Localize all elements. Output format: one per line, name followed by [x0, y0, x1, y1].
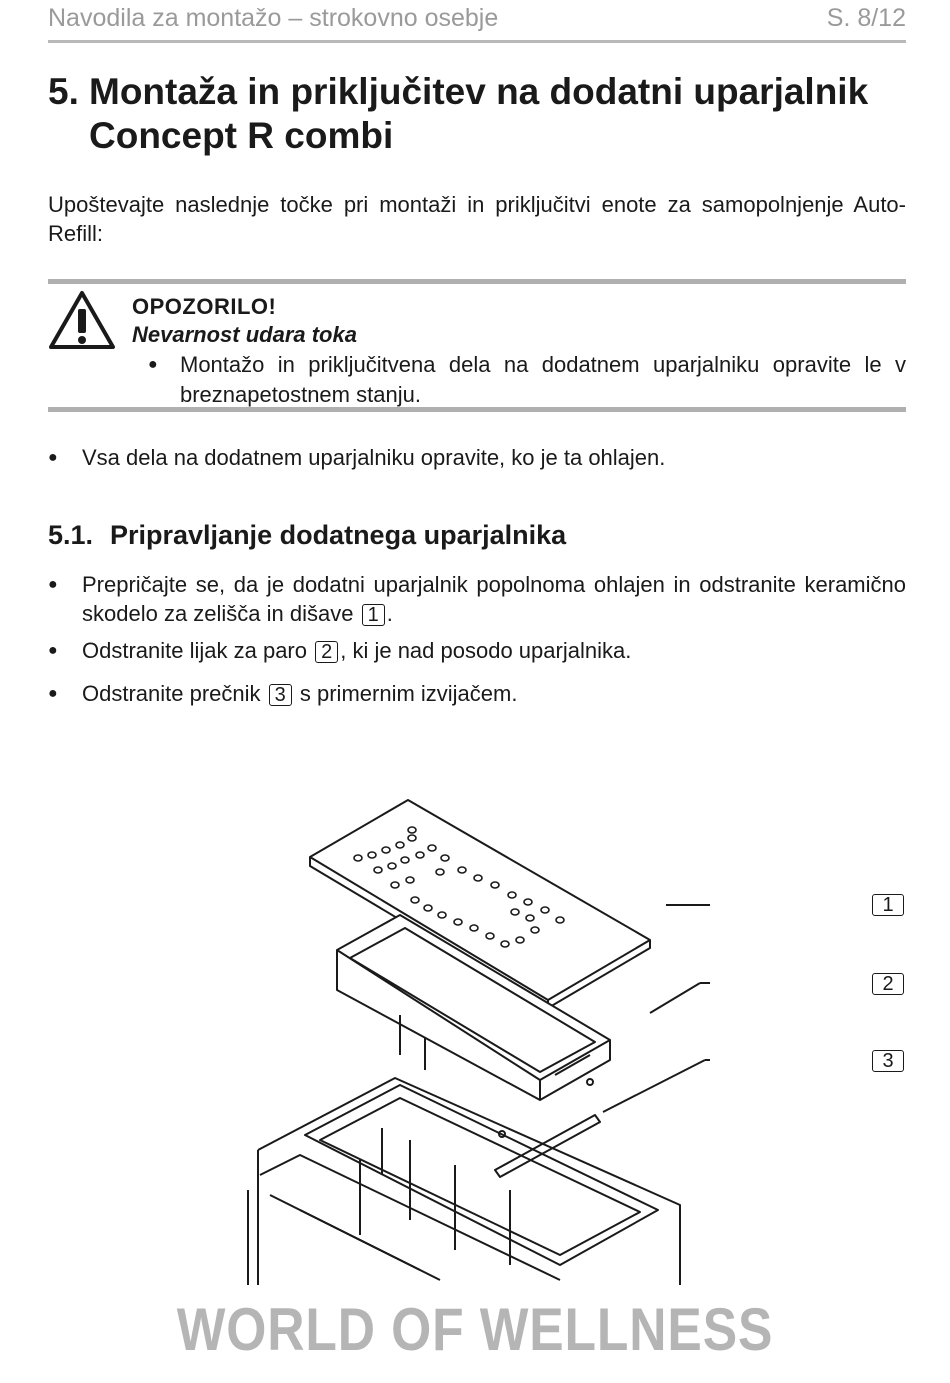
step-text: Odstranite prečnik 3 s primernim izvijačem.	[82, 681, 518, 706]
warning-box	[48, 279, 906, 412]
callout-label-2: 2	[872, 973, 904, 995]
section-heading	[48, 70, 868, 158]
subsection-title: Pripravljanje dodatnega uparjalnika	[110, 520, 567, 550]
document-title: Navodila za montažo – strokovno osebje	[48, 4, 499, 32]
bullet-marker: ●	[48, 449, 58, 466]
warning-bullet-marker: ●	[148, 356, 158, 373]
bullet-marker: ●	[48, 576, 58, 593]
subsection-heading	[48, 520, 566, 551]
steam-generator-exploded-illustration	[230, 790, 710, 1285]
warning-bullet-text: Montažo in priključitvena dela na dodatnem uparjalniku opravite le v breznapetostnem stanju.	[180, 352, 906, 407]
page-header	[48, 0, 906, 43]
note-text: Vsa dela na dodatnem uparjalniku opravite, ko je ta ohlajen.	[82, 445, 666, 470]
subsection-number: 5.1.	[48, 520, 94, 550]
warning-title: OPOZORILO!	[132, 294, 277, 319]
bullet-marker: ●	[48, 685, 58, 702]
section-number: 5.	[48, 71, 79, 112]
callout-label-3: 3	[872, 1050, 904, 1072]
intro-paragraph: Upoštevajte naslednje točke pri montaži in priključitvi enote za samopolnjenje Auto-Refill:	[48, 192, 906, 246]
reference-badge: 3	[269, 684, 292, 706]
footer-brand: WORLD OF WELLNESS	[176, 1296, 774, 1363]
section-title-line2: Concept R combi	[89, 115, 394, 156]
bullet-marker: ●	[48, 642, 58, 659]
reference-badge: 2	[315, 641, 338, 663]
callout-label-1: 1	[872, 894, 904, 916]
step-text: Prepričajte se, da je dodatni uparjalnik popolnoma ohlajen in odstranite keramično skodelo za zelišča in dišave 1 .	[82, 572, 906, 626]
page-number: S. 8/12	[826, 4, 906, 32]
step-text: Odstranite lijak za paro 2 , ki je nad posodo uparjalnika.	[82, 638, 632, 663]
warning-subtitle: Nevarnost udara toka	[132, 322, 357, 347]
section-title-line1: Montaža in priključitev na dodatni uparjalnik	[89, 71, 869, 112]
reference-badge: 1	[362, 604, 385, 626]
warning-triangle-icon	[48, 289, 116, 351]
